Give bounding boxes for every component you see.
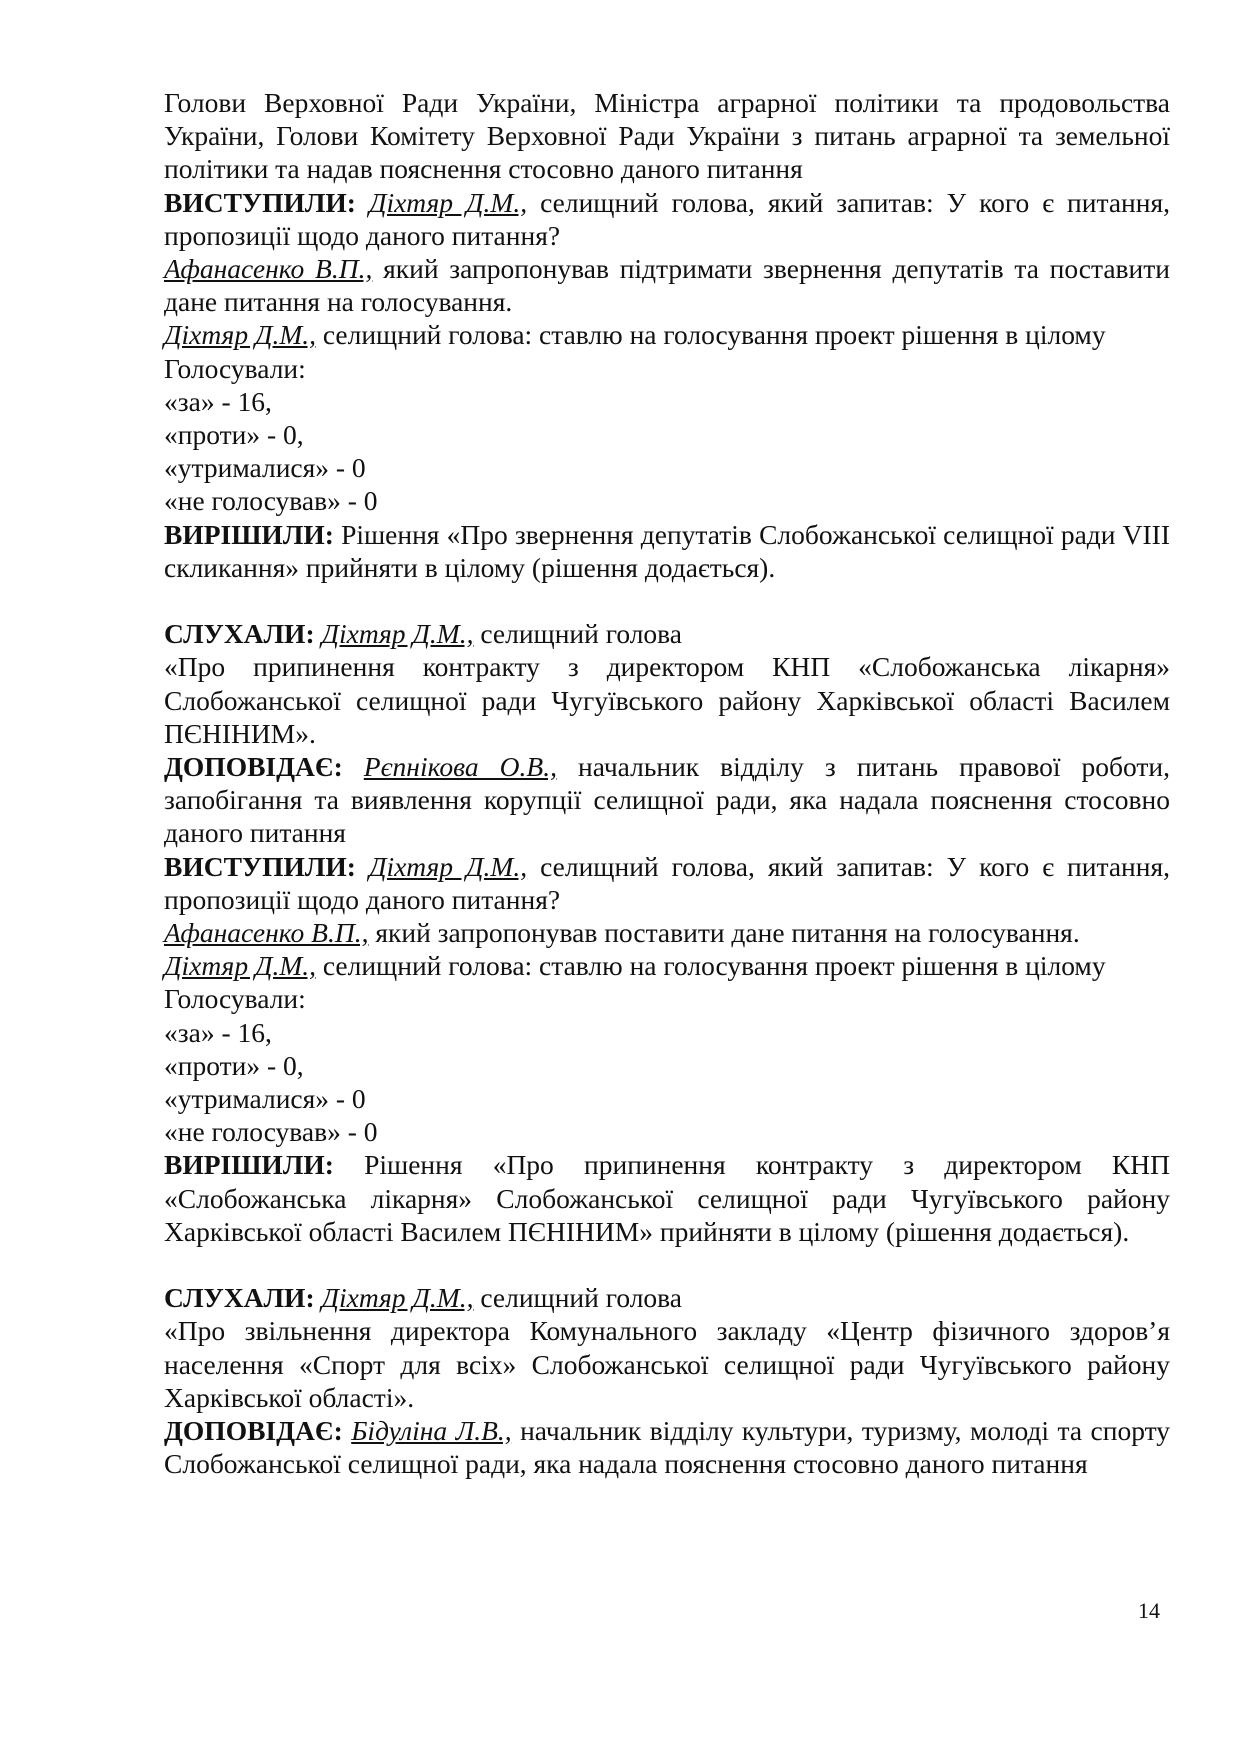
spoke-label: ВИСТУПИЛИ:	[164, 186, 356, 218]
votes-not-voted: «не голосував» - 0	[164, 485, 378, 517]
section-gap	[164, 1248, 1170, 1281]
reporter-name: Бідуліна Л.В.,	[351, 1415, 512, 1447]
document-page	[164, 86, 1170, 1481]
proposal-paragraph	[164, 252, 1170, 318]
resolved-label: ВИРІШИЛИ:	[164, 1149, 334, 1181]
heard-name: Діхтяр Д.М.,	[321, 618, 474, 650]
heard-label: СЛУХАЛИ:	[164, 1282, 315, 1314]
topic-paragraph: «Про припинення контракту з директором КНП «Слобожанська лікарня» Слобожанської селищної ради Чугуївського району Харківської області Василем ПЄНІНИМ».	[164, 651, 1170, 749]
proposal-text: який запропонував поставити дане питання на голосування.	[375, 917, 1080, 949]
report-label: ДОПОВІДАЄ:	[164, 1415, 343, 1447]
report-label: ДОПОВІДАЄ:	[164, 751, 343, 783]
topic-paragraph: «Про звільнення директора Комунального закладу «Центр фізичного здоров’я населення «Спорт для всіх» Слобожанської селищної ради Чугуївського району Харківської області».	[164, 1315, 1170, 1413]
spoke-text: селищний голова, який запитав: У кого є питання, пропозиції щодо даного питання?	[164, 186, 1170, 251]
heard-paragraph	[164, 1281, 1170, 1314]
resolution-text: Рішення «Про припинення контракту з директором КНП «Слобожанська лікарня» Слобожанської селищної ради Чугуївського району Харківської області Василем ПЄНІНИМ» прийняти в цілому (рішення додається).	[164, 1149, 1170, 1247]
votes-against: «проти» - 0,	[164, 419, 304, 451]
speaker-name: Діхтяр Д.М.,	[368, 186, 528, 218]
voted-label: Голосували:	[164, 352, 306, 384]
heard-name: Діхтяр Д.М.,	[321, 1282, 474, 1314]
speaker-name: Діхтяр Д.М.,	[368, 850, 528, 882]
spoke-paragraph	[164, 850, 1170, 916]
report-text: начальник відділу з питань правової роботи, запобігання та виявлення корупції селищної ради, яка надала пояснення стосовно даного питання	[164, 751, 1171, 849]
resolution-paragraph	[164, 1148, 1170, 1248]
page-number: 14	[1138, 1598, 1160, 1623]
report-paragraph	[164, 750, 1170, 850]
heard-role: селищний голова	[480, 1282, 683, 1314]
resolved-label: ВИРІШИЛИ:	[164, 518, 334, 550]
proposal-paragraph	[164, 916, 1170, 949]
votes-abstained: «утрималися» - 0	[164, 452, 366, 484]
resolution-paragraph	[164, 518, 1170, 584]
votes-abstained: «утрималися» - 0	[164, 1083, 366, 1115]
vote-call-text: селищний голова: ставлю на голосування проект рішення в цілому	[322, 319, 1106, 351]
votes-against: «проти» - 0,	[164, 1049, 304, 1081]
vote-call-text: селищний голова: ставлю на голосування проект рішення в цілому	[322, 950, 1106, 982]
spoke-label: ВИСТУПИЛИ:	[164, 850, 356, 882]
report-text: начальник відділу культури, туризму, молоді та спорту Слобожанської селищної ради, яка надала пояснення стосовно даного питання	[164, 1415, 1171, 1480]
resolution-text: Рішення «Про звернення депутатів Слобожанської селищної ради VIII скликання» прийняти в цілому (рішення додається).	[164, 518, 1170, 583]
vote-call-paragraph	[164, 949, 1170, 982]
voted-label: Голосували:	[164, 983, 306, 1015]
votes-for: «за» - 16,	[164, 1016, 272, 1048]
proposer-name: Афанасенко В.П.,	[164, 917, 369, 949]
proposer-name: Афанасенко В.П.,	[164, 253, 373, 285]
votes-for: «за» - 16,	[164, 385, 272, 417]
heard-label: СЛУХАЛИ:	[164, 618, 315, 650]
proposal-text: який запропонував підтримати звернення депутатів та поставити дане питання на голосування.	[164, 253, 1170, 318]
report-paragraph	[164, 1414, 1170, 1480]
spoke-text: селищний голова, який запитав: У кого є питання, пропозиції щодо даного питання?	[164, 850, 1170, 915]
chair-name: Діхтяр Д.М.,	[164, 950, 316, 982]
spoke-paragraph	[164, 186, 1170, 252]
votes-not-voted: «не голосував» - 0	[164, 1116, 378, 1148]
heard-paragraph	[164, 617, 1170, 650]
chair-name: Діхтяр Д.М.,	[164, 319, 316, 351]
intro-paragraph: Голови Верховної Ради України, Міністра аграрної політики та продовольства України, Голови Комітету Верховної Ради України з питань аграрної та земельної політики та надав пояснення стосовно даного питання	[164, 87, 1170, 185]
vote-call-paragraph	[164, 318, 1170, 351]
reporter-name: Рєпнікова О.В.,	[363, 751, 557, 783]
heard-role: селищний голова	[480, 618, 683, 650]
section-gap	[164, 584, 1170, 617]
